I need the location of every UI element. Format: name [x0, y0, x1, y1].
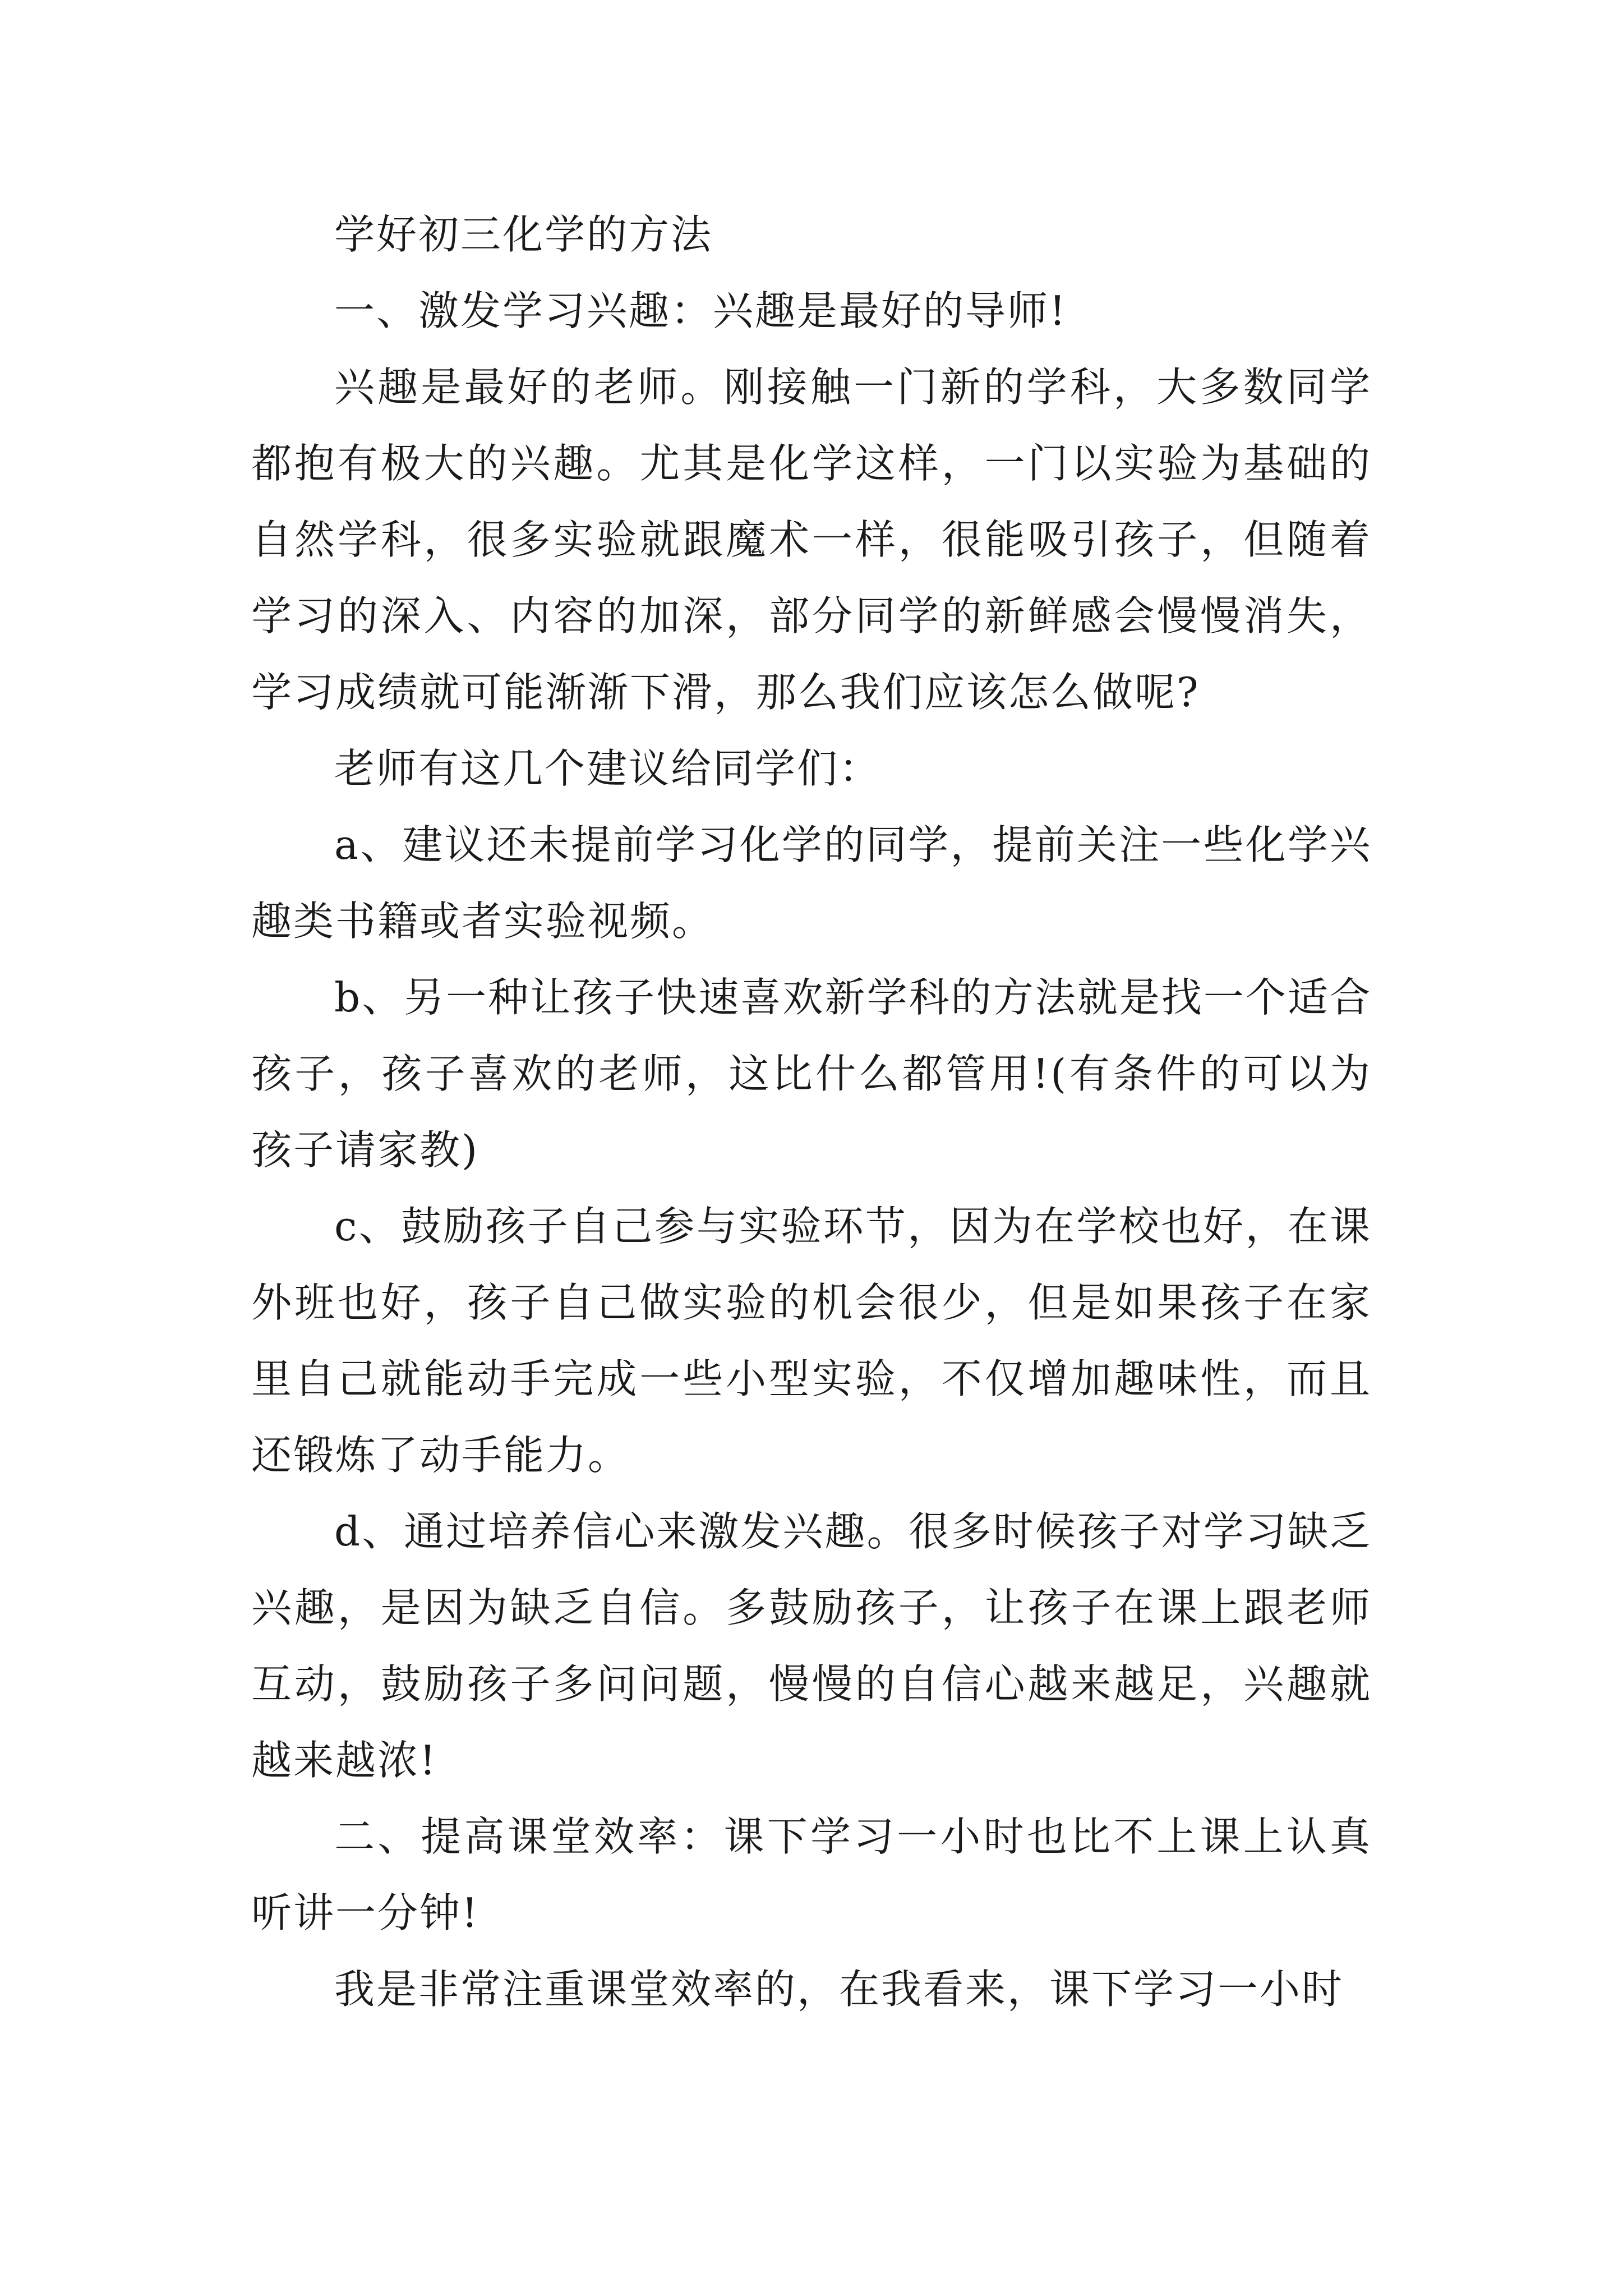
list-item-d: d、通过培养信心来激发兴趣。很多时候孩子对学习缺乏兴趣，是因为缺乏自信。多鼓励孩子，让孩子在课上跟老师互动，鼓励孩子多问问题，慢慢的自信心越来越足，兴趣就越来越浓!: [251, 1508, 1372, 1784]
document-title: 学好初三化学的方法: [334, 211, 713, 258]
paragraph-suggestions-intro: 老师有这几个建议给同学们：: [334, 745, 882, 792]
document-body: [251, 196, 1372, 2027]
paragraph-classroom-efficiency: 我是非常注重课堂效率的，在我看来，课下学习一小时: [334, 1966, 1344, 2013]
list-item-a: a、建议还未提前学习化学的同学，提前关注一些化学兴趣类书籍或者实验视频。: [251, 821, 1372, 945]
section-heading-2: 二、提高课堂效率：课下学习一小时也比不上课上认真听讲一分钟!: [251, 1813, 1372, 1936]
paragraph-interest: 兴趣是最好的老师。刚接触一门新的学科，大多数同学都抱有极大的兴趣。尤其是化学这样，一门以实验为基础的自然学科，很多实验就跟魔术一样，很能吸引孩子，但随着学习的深入、内容的加深，部分同学的新鲜感会慢慢消失，学习成绩就可能渐渐下滑，那么我们应该怎么做呢?: [251, 364, 1372, 716]
section-heading-1: 一、激发学习兴趣：兴趣是最好的导师!: [334, 287, 1067, 334]
list-item-b: b、另一种让孩子快速喜欢新学科的方法就是找一个适合孩子，孩子喜欢的老师，这比什么都管用!(有条件的可以为孩子请家教): [251, 974, 1372, 1174]
list-item-c: c、鼓励孩子自己参与实验环节，因为在学校也好，在课外班也好，孩子自己做实验的机会很少，但是如果孩子在家里自己就能动手完成一些小型实验，不仅增加趣味性，而且还锻炼了动手能力。: [251, 1203, 1372, 1479]
